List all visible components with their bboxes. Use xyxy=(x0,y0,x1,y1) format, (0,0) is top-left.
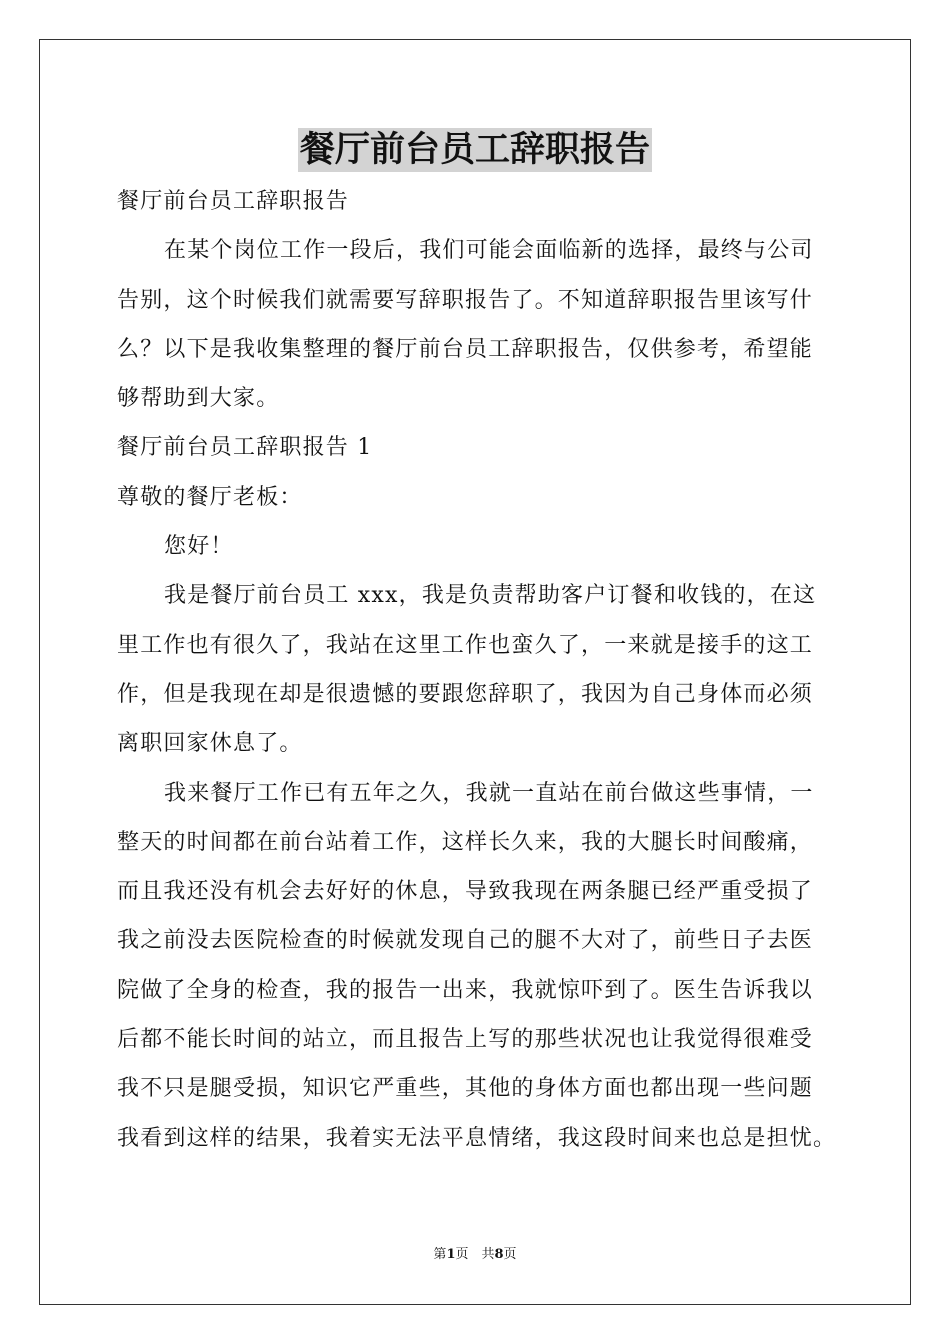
footer-page-suffix: 页 xyxy=(503,1247,517,1262)
document-body xyxy=(117,177,857,1163)
body-line: 餐厅前台员工辞职报告 xyxy=(117,189,350,214)
body-line: 院做了全身的检查，我的报告一出来，我就惊吓到了。医生告诉我以 xyxy=(117,977,814,1003)
body-line: 而且我还没有机会去好好的休息，导致我现在两条腿已经严重受损了 xyxy=(117,879,814,905)
body-line: 您好！ xyxy=(164,534,234,560)
body-line: 餐厅前台员工辞职报告 1 xyxy=(117,435,373,461)
footer-page-prefix: 第 xyxy=(433,1247,447,1262)
body-line: 我看到这样的结果，我着实无法平息情绪，我这段时间来也总是担忧。 xyxy=(117,1125,837,1151)
body-line: 我之前没去医院检查的时候就发现自己的腿不大对了，前些日子去医 xyxy=(117,928,814,954)
body-line: 后都不能长时间的站立，而且报告上写的那些状况也让我觉得很难受 xyxy=(117,1027,814,1053)
body-line: 作，但是我现在却是很遗憾的要跟您辞职了，我因为自己身体而必须 xyxy=(117,681,814,707)
body-line: 么？以下是我收集整理的餐厅前台员工辞职报告，仅供参考，希望能 xyxy=(117,336,814,362)
body-line: 我来餐厅工作已有五年之久，我就一直站在前台做这些事情，一 xyxy=(164,780,814,806)
title-container xyxy=(0,128,950,172)
body-line: 够帮助到大家。 xyxy=(117,386,280,412)
footer-page-current: 1 xyxy=(446,1247,456,1262)
body-line: 里工作也有很久了，我站在这里工作也蛮久了，一来就是接手的这工 xyxy=(117,632,814,658)
body-line: 在某个岗位工作一段后，我们可能会面临新的选择，最终与公司 xyxy=(164,238,814,264)
body-line: 整天的时间都在前台站着工作，这样长久来，我的大腿长时间酸痛， xyxy=(117,829,814,855)
footer-page-total: 8 xyxy=(494,1247,504,1262)
body-line: 我是餐厅前台员工 xxx，我是负责帮助客户订餐和收钱的，在这 xyxy=(164,583,817,609)
document-title: 餐厅前台员工辞职报告 xyxy=(299,129,650,170)
body-line: 我不只是腿受损，知识它严重些，其他的身体方面也都出现一些问题 xyxy=(117,1076,814,1102)
body-line: 告别，这个时候我们就需要写辞职报告了。不知道辞职报告里该写什 xyxy=(117,287,814,313)
body-line: 离职回家休息了。 xyxy=(117,731,303,757)
page-footer xyxy=(0,1246,950,1264)
body-line: 尊敬的餐厅老板： xyxy=(117,484,303,510)
footer-page-mid: 页 共 xyxy=(455,1247,495,1262)
